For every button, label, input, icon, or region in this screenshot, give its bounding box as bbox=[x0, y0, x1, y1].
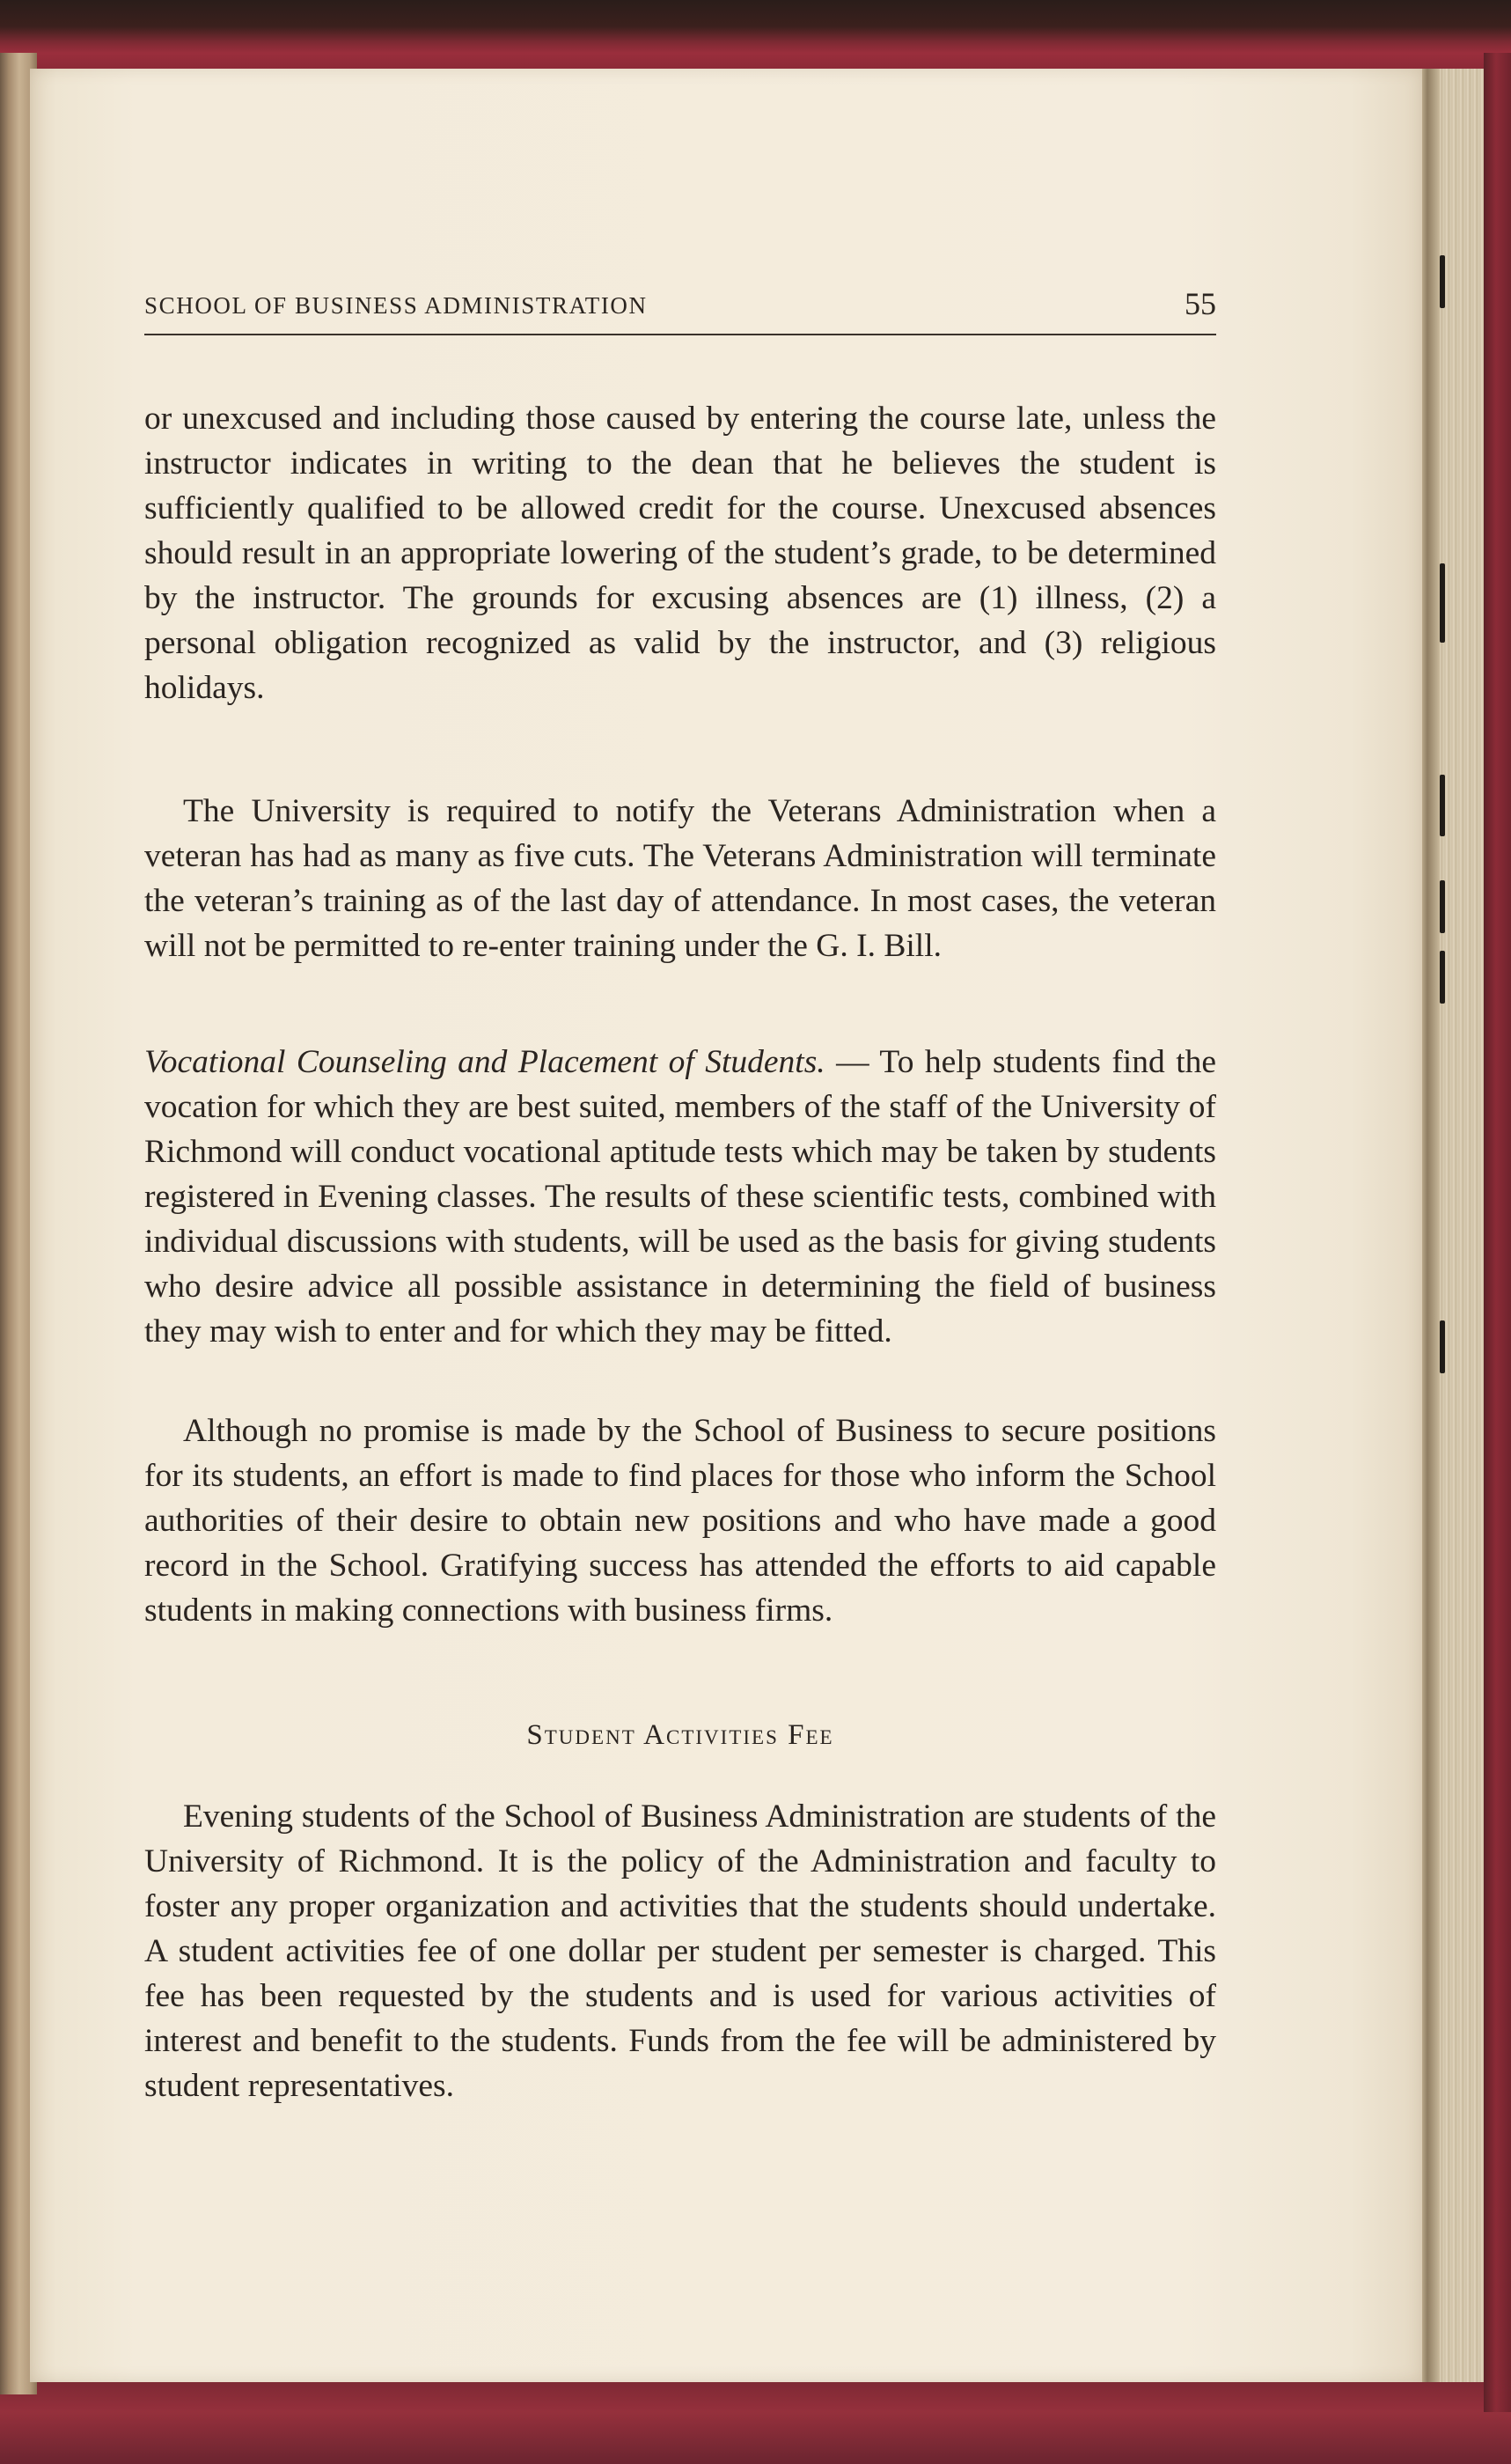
tab-marker bbox=[1440, 563, 1445, 643]
section-title: SCHOOL OF BUSINESS ADMINISTRATION bbox=[144, 292, 648, 319]
tab-marker bbox=[1440, 951, 1445, 1004]
tab-marker bbox=[1440, 1320, 1445, 1373]
paragraph-run-in-title: Vocational Counseling and Placement of Students. bbox=[144, 1044, 825, 1080]
paragraph-body: — To help students find the vocation for which they are best suited, members of the staff of the University of Richmond will conduct vocational aptitude tests which may be taken by students registered in Evening classes. The results of these scientific tests, combined with individual discussions with students, will be used as the basis for giving students who desire advice all possible assistance in determining the field of business they may wish to enter and for which they may be fitted. bbox=[144, 1044, 1217, 1350]
paragraph-veterans: The University is required to notify the Veterans Administration when a veteran has had as many as five cuts. The Veterans Administration will terminate the veteran’s training as of the last day of attendance. In most cases, the veteran will not be permitted to re-enter training under the G. I. Bill. bbox=[144, 793, 1216, 964]
paragraph-placement: Although no promise is made by the School of Business to secure positions for its students, an effort is made to find places for those who inform the School authorities of their desire to obtain new positions and who have made a good record in the School. Gratifying success has attended the efforts to aid capable students in making connections with business firms. bbox=[144, 1413, 1216, 1629]
paragraph-activities-fee: Evening students of the School of Business Administration are students of the University of Richmond. It is the policy of the Administration and faculty to foster any proper organization and activities that the students should undertake. A student activities fee of one dollar per student per semester is charged. This fee has been requested by the students and is used for various activities of interest and benefit to the students. Funds from the fee will be administered by student representatives. bbox=[144, 1798, 1216, 2104]
running-head bbox=[144, 286, 1216, 331]
paragraph-absences: or unexcused and including those caused by entering the course late, unless the instructor indicates in writing to the dean that he believes the student is sufficiently qualified to be allowed credit for the course. Unexcused absences should result in an appropriate lowering of the student’s grade, to be determined by the instructor. The grounds for excusing absences are (1) illness, (2) a personal obligation recognized as valid by the instructor, and (3) religious holidays. bbox=[144, 401, 1216, 706]
tab-marker bbox=[1440, 775, 1445, 836]
tab-marker bbox=[1440, 255, 1445, 308]
tab-marker bbox=[1440, 880, 1445, 933]
page-number: 55 bbox=[1185, 286, 1216, 321]
section-heading: Student Activities Fee bbox=[526, 1719, 834, 1751]
book-cover-edge bbox=[1484, 53, 1511, 2412]
header-rule bbox=[144, 334, 1216, 335]
page-edge-shadow bbox=[1422, 69, 1440, 2382]
paragraph-vocational-counseling bbox=[144, 1040, 1216, 1354]
